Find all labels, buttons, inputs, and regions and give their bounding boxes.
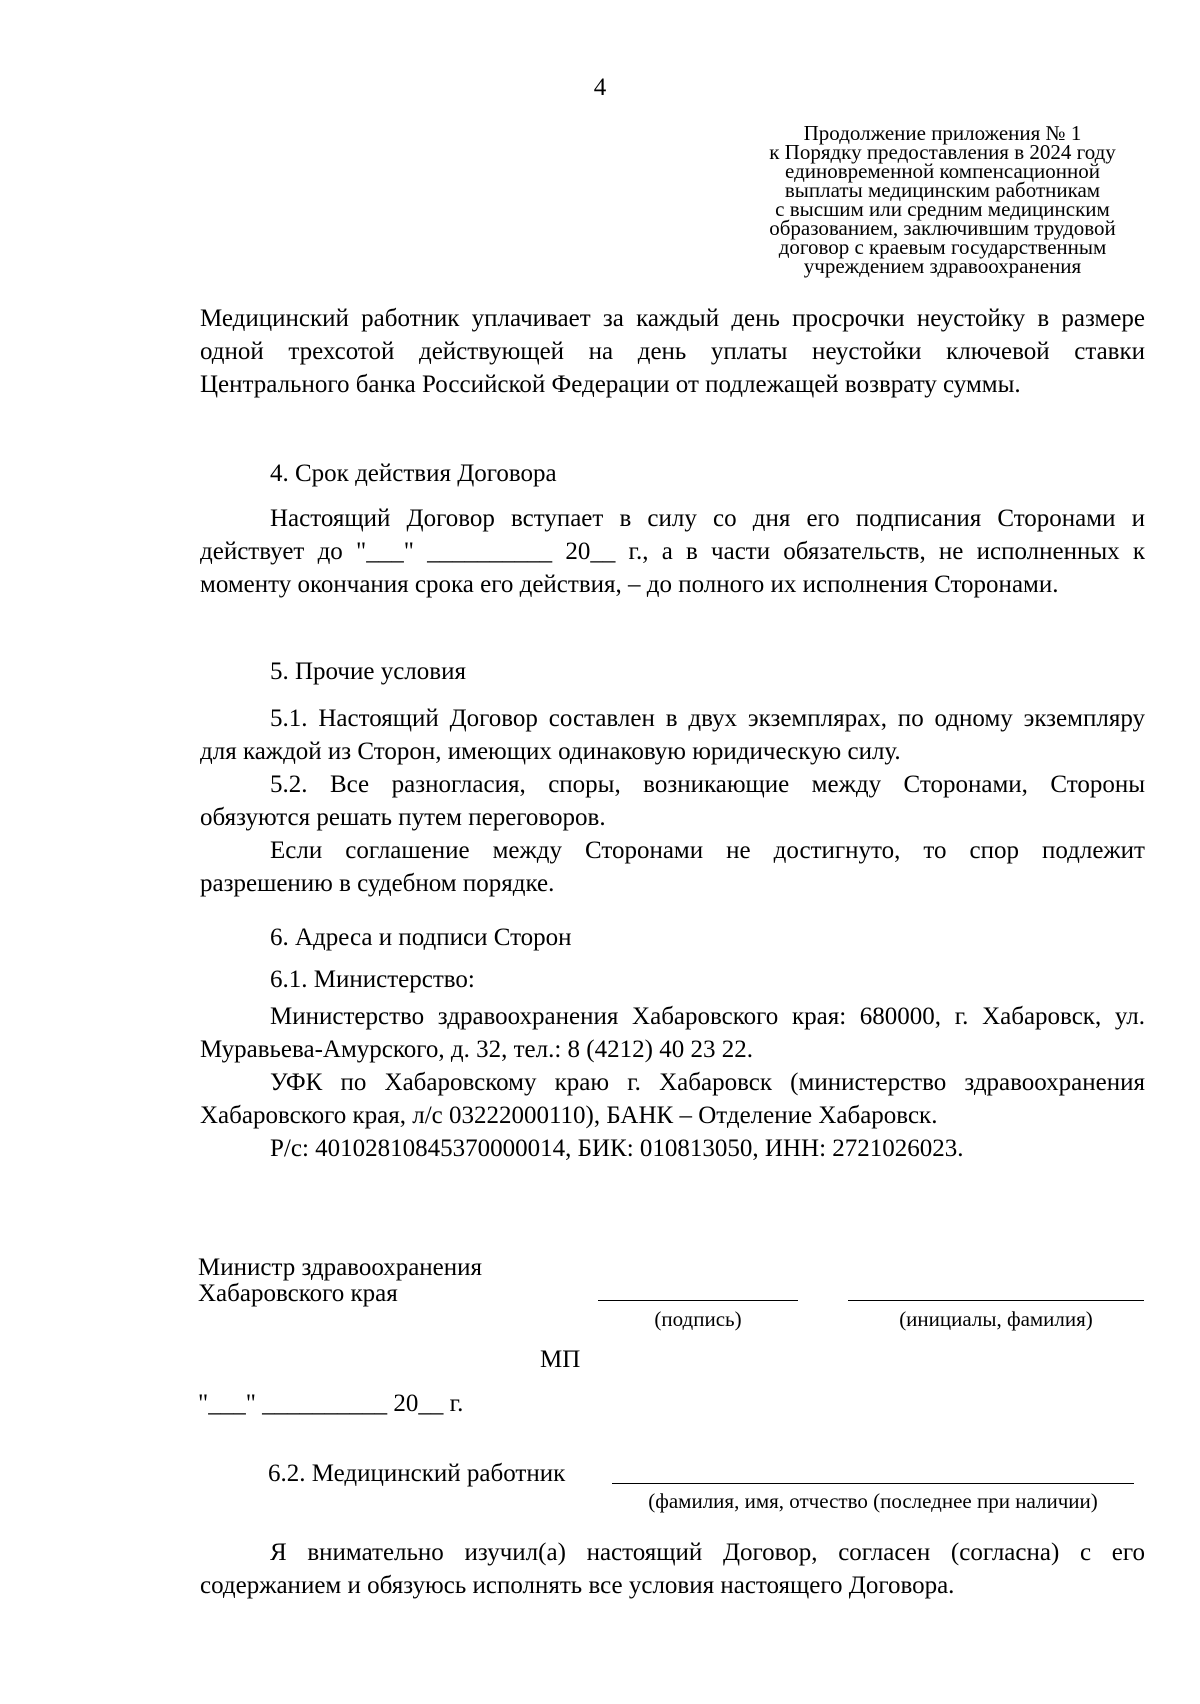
appendix-line: единовременной компенсационной	[785, 159, 1100, 183]
bank-account: Р/с: 40102810845370000014, БИК: 010813050, ИНН: 2721026023.	[270, 1135, 964, 1162]
signature-date: "___" __________ 20__ г.	[198, 1390, 464, 1417]
section-6-heading: 6. Адреса и подписи Сторон	[270, 924, 572, 951]
section-4-paragraph	[200, 502, 1145, 601]
signature-caption: (подпись)	[654, 1307, 742, 1331]
appendix-line: к Порядку предоставления в 2024 году	[769, 140, 1116, 164]
clause-5-3: Если соглашение между Сторонами не достигнуто, то спор подлежит разрешению в судебном порядке.	[200, 837, 1145, 897]
section-4-text: Настоящий Договор вступает в силу со дня его подписания Сторонами и действует до "___" __________ 20__ г., а в части обязательств, не исполненных к моменту окончания срока его действия, – до полного их исполнения Сторонами.	[200, 505, 1145, 598]
subsection-6-1: 6.1. Министерство:	[270, 966, 475, 993]
clause-5-1: 5.1. Настоящий Договор составлен в двух экземплярах, по одному экземпляру для каждой из Сторон, имеющих одинаковую юридическую силу.	[200, 705, 1145, 765]
minister-title	[198, 1255, 482, 1307]
name-caption: (инициалы, фамилия)	[899, 1307, 1093, 1331]
clause-5-2: 5.2. Все разногласия, споры, возникающие между Сторонами, Стороны обязуются решать путем переговоров.	[200, 771, 1145, 831]
name-line	[848, 1300, 1144, 1301]
ufk-details: УФК по Хабаровскому краю г. Хабаровск (министерство здравоохранения Хабаровского края, л/с 03222000110), БАНК – Отделение Хабаровск.	[200, 1069, 1145, 1129]
closing-text: Я внимательно изучил(а) настоящий Договор, согласен (согласна) с его содержанием и обязуюсь исполнять все условия настоящего Договора.	[200, 1539, 1145, 1599]
minister-title-line-1: Министр здравоохранения	[198, 1254, 483, 1281]
appendix-line: учреждением здравоохранения	[803, 254, 1082, 278]
signature-line	[598, 1300, 798, 1301]
appendix-line: образованием, заключившим трудовой	[769, 216, 1116, 240]
stamp-mark: МП	[540, 1346, 581, 1373]
appendix-line: с высшим или средним медицинским	[775, 197, 1110, 221]
closing-paragraph	[200, 1536, 1145, 1602]
worker-name-line	[612, 1483, 1134, 1484]
worker-label: 6.2. Медицинский работник	[268, 1460, 566, 1487]
section-4-heading: 4. Срок действия Договора	[270, 460, 557, 487]
appendix-header	[725, 121, 1160, 278]
intro-paragraph	[200, 302, 1145, 401]
ministry-address: Министерство здравоохранения Хабаровского края: 680000, г. Хабаровск, ул. Муравьева-Амурского, д. 32, тел.: 8 (4212) 40 23 22.	[200, 1003, 1145, 1063]
page-number: 4	[593, 74, 607, 101]
appendix-line: выплаты медицинским работникам	[784, 178, 1101, 202]
section-5-body	[200, 702, 1145, 900]
appendix-line: Продолжение приложения № 1	[803, 121, 1082, 145]
ministry-details	[200, 1000, 1145, 1165]
minister-title-line-2: Хабаровского края	[198, 1280, 398, 1307]
section-5-heading: 5. Прочие условия	[270, 658, 466, 685]
appendix-line: договор с краевым государственным	[778, 235, 1107, 259]
worker-caption: (фамилия, имя, отчество (последнее при наличии)	[648, 1489, 1098, 1513]
intro-paragraph-text: Медицинский работник уплачивает за каждый день просрочки неустойку в размере одной трехсотой действующей на день уплаты неустойки ключевой ставки Центрального банка Российской Федерации от подлежащей возврату суммы.	[200, 305, 1145, 398]
